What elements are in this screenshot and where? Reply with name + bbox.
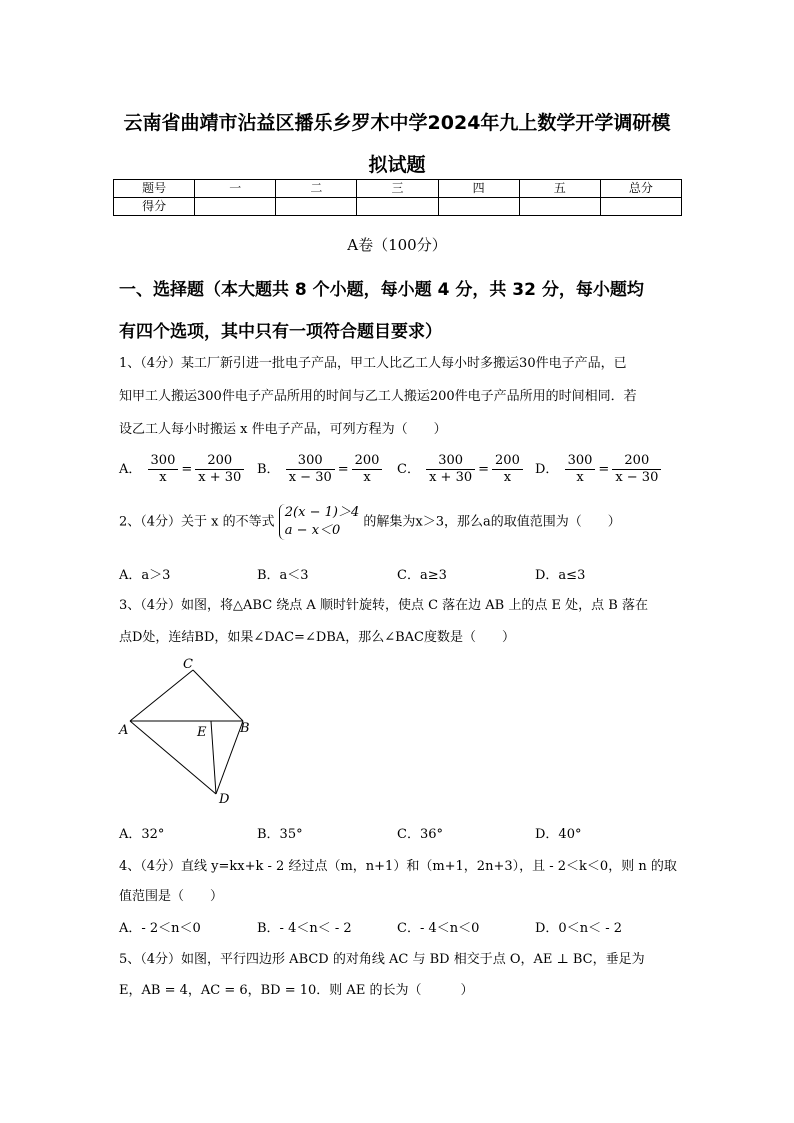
score-header-cell: 题号	[114, 180, 195, 198]
section1-heading-line1: 一、选择题（本大题共 8 个小题，每小题 4 分，共 32 分，每小题均	[119, 280, 644, 300]
exam-title-line1: 云南省曲靖市沾益区播乐乡罗木中学2024年九上数学开学调研模	[123, 112, 671, 134]
q3-option-c[interactable]: C．36°	[397, 827, 443, 842]
score-header-cell: 五	[519, 180, 600, 198]
score-cell[interactable]	[276, 198, 357, 216]
q2-prefix: 2、（4分）关于 x 的不等式	[119, 514, 275, 530]
section1-heading-line2: 有四个选项，其中只有一项符合题目要求）	[119, 322, 442, 342]
q1-text-line2: 知甲工人搬运300件电子产品所用的时间与乙工人搬运200件电子产品所用的时间相同．若	[119, 389, 637, 404]
q4-option-b[interactable]: B．- 4＜n＜ - 2	[257, 921, 352, 936]
point-label-d: D	[219, 792, 230, 807]
q1-option-d[interactable]	[535, 453, 663, 486]
denominator: x + 30	[429, 470, 473, 485]
q4-option-a[interactable]: A．- 2＜n＜0	[119, 921, 201, 936]
point-label-a: A	[119, 723, 129, 738]
segment-ac	[130, 670, 193, 721]
inequality-2: a − x＜0	[284, 523, 341, 538]
score-header-cell: 总分	[600, 180, 681, 198]
fraction	[352, 453, 383, 486]
numerator: 300	[565, 453, 596, 470]
fraction	[148, 453, 179, 486]
segment-cb	[193, 670, 243, 721]
score-header-cell: 三	[357, 180, 438, 198]
equals-sign: =	[598, 462, 610, 477]
inequality-system	[279, 504, 359, 540]
q1-option-b[interactable]	[257, 453, 384, 486]
numerator: 300	[426, 453, 475, 470]
q3-option-a[interactable]: A．32°	[119, 827, 165, 842]
option-label: C．	[397, 462, 420, 477]
numerator: 200	[492, 453, 523, 470]
denominator: x + 30	[198, 470, 242, 485]
score-row-label: 得分	[114, 198, 195, 216]
q4-option-c[interactable]: C．- 4＜n＜0	[397, 921, 480, 936]
fraction	[565, 453, 596, 486]
q5-text-line2: E，AB = 4，AC = 6，BD = 10．则 AE 的长为（ ）	[119, 983, 474, 998]
fraction	[426, 453, 475, 486]
denominator: x	[503, 470, 512, 485]
q5-text-line1: 5、（4分）如图，平行四边形 ABCD 的对角线 AC 与 BD 相交于点 O，AE ⊥ BC，垂足为	[119, 952, 645, 967]
volume-heading: A卷（100分）	[347, 236, 447, 254]
q1-option-a[interactable]	[119, 453, 246, 486]
q4-option-d[interactable]: D．0＜n＜ - 2	[535, 921, 622, 936]
option-label: D．	[535, 462, 559, 477]
numerator: 300	[148, 453, 179, 470]
option-label: A．	[119, 462, 142, 477]
point-label-e: E	[197, 725, 207, 740]
denominator: x	[363, 470, 371, 485]
score-table-score-row	[114, 198, 682, 216]
denominator: x − 30	[288, 470, 332, 485]
score-cell[interactable]	[357, 198, 438, 216]
q2-option-b[interactable]: B．a＜3	[257, 568, 309, 583]
score-header-cell: 一	[195, 180, 276, 198]
q3-text-line2: 点D处，连结BD，如果∠DAC=∠DBA，那么∠BAC度数是（ ）	[119, 630, 515, 645]
fraction	[286, 453, 335, 486]
q2-option-d[interactable]: D．a≤3	[535, 568, 586, 583]
q3-text-line1: 3、（4分）如图，将△ABC 绕点 A 顺时针旋转，使点 C 落在边 AB 上的点 E 处，点 B 落在	[119, 598, 648, 613]
option-label: B．	[257, 462, 280, 477]
q2-suffix: 的解集为x＞3，那么a的取值范围为（ ）	[363, 514, 621, 530]
score-cell[interactable]	[438, 198, 519, 216]
fraction	[492, 453, 523, 486]
equals-sign: =	[478, 462, 490, 477]
denominator: x	[159, 470, 167, 485]
numerator: 200	[195, 453, 244, 470]
inequality-1: 2(x − 1)＞4	[284, 505, 360, 520]
q1-text-line3: 设乙工人每小时搬运 x 件电子产品，可列方程为（ ）	[119, 422, 447, 437]
fraction	[612, 453, 661, 486]
denominator: x − 30	[615, 470, 659, 485]
denominator: x	[576, 470, 584, 485]
q3-triangle-figure	[115, 652, 275, 812]
q4-text-line1: 4、（4分）直线 y=kx+k - 2 经过点（m，n+1）和（m+1，2n+3），且 - 2＜k＜0，则 n 的取	[119, 859, 677, 874]
score-cell[interactable]	[600, 198, 681, 216]
exam-title-line2: 拟试题	[368, 154, 426, 176]
point-label-c: C	[183, 657, 193, 672]
score-cell[interactable]	[195, 198, 276, 216]
segment-db	[216, 721, 243, 794]
q2-option-a[interactable]: A．a＞3	[119, 568, 171, 583]
numerator: 200	[612, 453, 661, 470]
equals-sign: =	[181, 462, 193, 477]
fraction	[195, 453, 244, 486]
q1-option-c[interactable]	[397, 453, 525, 486]
q4-text-line2: 值范围是（ ）	[119, 889, 224, 904]
q3-option-d[interactable]: D．40°	[535, 827, 582, 842]
equals-sign: =	[337, 462, 349, 477]
score-table	[113, 179, 682, 216]
q2-option-c[interactable]: C．a≥3	[397, 568, 447, 583]
score-header-cell: 四	[438, 180, 519, 198]
score-cell[interactable]	[519, 198, 600, 216]
score-table-header-row	[114, 180, 682, 198]
numerator: 300	[286, 453, 335, 470]
q2-text	[119, 504, 621, 540]
score-header-cell: 二	[276, 180, 357, 198]
q1-text-line1: 1、（4分）某工厂新引进一批电子产品，甲工人比乙工人每小时多搬运30件电子产品，已	[119, 356, 627, 371]
numerator: 200	[352, 453, 383, 470]
q3-option-b[interactable]: B．35°	[257, 827, 303, 842]
point-label-b: B	[240, 721, 250, 736]
segment-de	[211, 721, 216, 794]
